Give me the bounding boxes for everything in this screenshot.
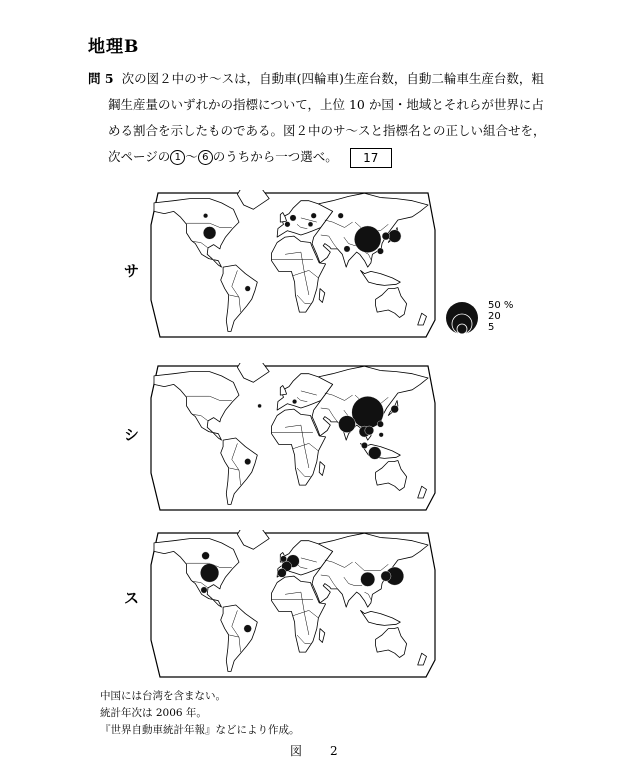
map-label-shi: シ	[124, 426, 140, 444]
figure-caption: 図 2	[290, 744, 346, 758]
map-label-su: ス	[124, 589, 140, 607]
world-map-su	[150, 530, 436, 680]
share-dot	[245, 286, 251, 292]
legend-label-50: 50 %	[488, 300, 514, 311]
share-dot	[382, 232, 390, 240]
map-svg-shi	[150, 363, 436, 513]
note-3: 『世界自動車統計年報』などにより作成。	[100, 724, 300, 736]
share-dot	[338, 213, 344, 219]
share-dot	[200, 564, 219, 583]
note-2: 統計年次は 2006 年。	[100, 707, 207, 719]
share-dot	[308, 222, 313, 227]
share-dot	[344, 246, 350, 252]
question-line-3: める割合を示したものである。図２中のサ～スと指標名との正しい組合せを，	[108, 123, 546, 138]
question-line-1: 次の図２中のサ～スは，自動車(四輪車)生産台数，自動二輪車生産台数，粗	[121, 71, 544, 86]
subject-title: 地理B	[88, 37, 140, 57]
share-dot	[339, 416, 356, 433]
share-dot	[368, 447, 381, 460]
share-dot	[245, 458, 251, 464]
choice-end: 6	[198, 150, 213, 165]
share-dot	[381, 571, 391, 581]
share-dot	[361, 572, 375, 586]
legend-circle-50	[446, 302, 478, 334]
legend-svg	[444, 296, 494, 336]
choice-start: 1	[170, 150, 185, 165]
share-dot	[361, 442, 367, 448]
share-dot	[290, 215, 296, 221]
question-text	[88, 66, 558, 170]
basemap-su	[151, 530, 435, 677]
share-dot	[244, 625, 252, 633]
world-map-sa	[150, 190, 436, 340]
share-dot	[258, 404, 262, 408]
share-dot	[377, 421, 383, 427]
share-dot	[201, 587, 207, 593]
legend-label-5: 5	[488, 322, 495, 333]
map-svg-su	[150, 530, 436, 680]
share-dot	[292, 399, 297, 404]
choice-tilde: ～	[185, 149, 198, 164]
share-dot	[388, 230, 401, 243]
share-dot	[365, 426, 374, 435]
question-line-4-end: のうちから一つ選べ。	[212, 149, 338, 164]
legend-label-20: 20	[488, 311, 501, 322]
world-map-shi	[150, 363, 436, 513]
question-line-2: 鋼生産量のいずれかの指標について，上位 10 か国・地域とそれらが世界に占	[108, 97, 544, 112]
share-dot	[277, 568, 286, 577]
share-dot	[203, 227, 216, 240]
share-dot	[202, 552, 210, 560]
basemap-sa	[151, 190, 435, 337]
share-dot	[354, 226, 381, 253]
share-dot	[379, 433, 384, 438]
share-dot	[377, 248, 383, 254]
share-dot	[391, 405, 399, 413]
share-dot	[203, 213, 208, 218]
share-dot	[311, 213, 317, 219]
map-label-sa: サ	[124, 262, 140, 280]
note-1: 中国には台湾を含まない。	[100, 690, 226, 702]
map-svg-sa	[150, 190, 436, 340]
share-dot	[280, 556, 286, 562]
question-number: 問 5	[88, 71, 114, 86]
question-line-4: 次ページの	[108, 149, 171, 164]
basemap-shi	[151, 363, 435, 510]
answer-box: 17	[350, 148, 392, 168]
notes	[100, 688, 300, 739]
share-dot	[285, 222, 291, 228]
